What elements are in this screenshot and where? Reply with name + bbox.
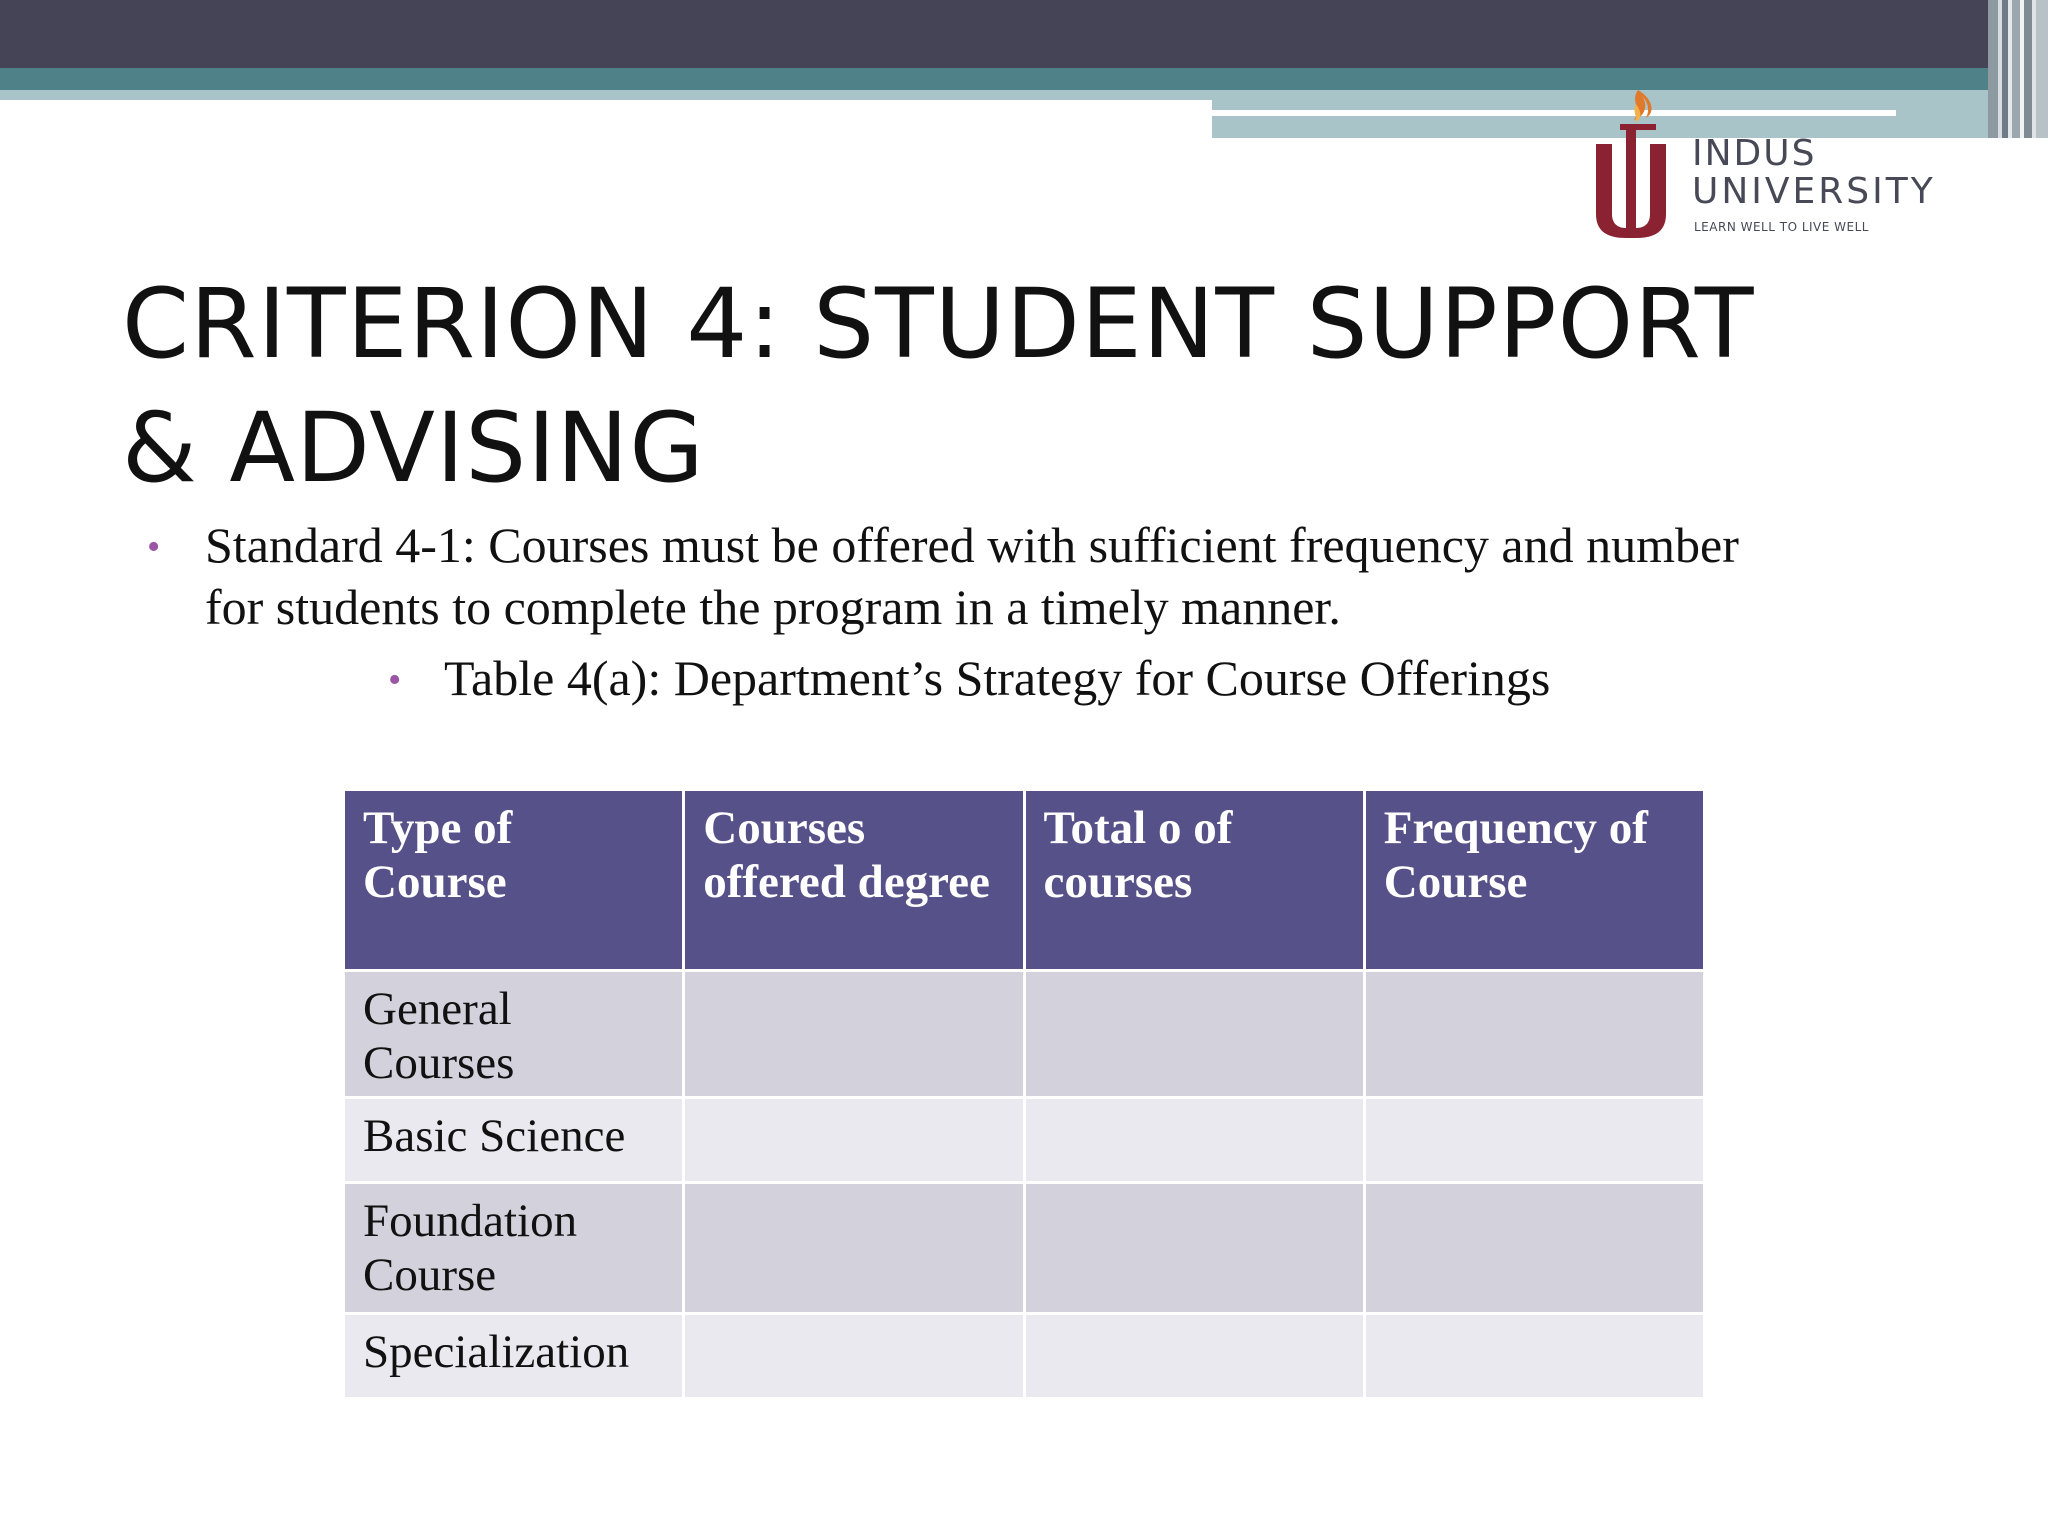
- university-crest-icon: [1590, 86, 1680, 238]
- table-cell: [1364, 971, 1704, 1098]
- table-cell: [1024, 1314, 1364, 1399]
- course-offerings-table: [342, 788, 1706, 1400]
- column-header: Courses offered degree: [684, 790, 1024, 971]
- table-cell: General Courses: [344, 971, 684, 1098]
- university-logo: [1590, 86, 2010, 246]
- table-row: [344, 971, 1705, 1098]
- table-cell: Foundation Course: [344, 1183, 684, 1314]
- bullet-dot-icon: •: [388, 659, 402, 701]
- table-cell: [684, 971, 1024, 1098]
- table-cell: Basic Science: [344, 1098, 684, 1183]
- table-row: [344, 1183, 1705, 1314]
- header-band-light: [0, 90, 1212, 100]
- bullet-dot-icon: •: [147, 526, 161, 568]
- table-cell: [684, 1183, 1024, 1314]
- table-cell: [1024, 971, 1364, 1098]
- table-row: [344, 1098, 1705, 1183]
- table-cell: [1364, 1183, 1704, 1314]
- table-cell: [684, 1098, 1024, 1183]
- column-header: Frequency of Course: [1364, 790, 1704, 971]
- table-cell: Specialization: [344, 1314, 684, 1399]
- bullet-text: Table 4(a): Department’s Strategy for Course Offerings: [444, 650, 1551, 706]
- column-header: Total o of courses: [1024, 790, 1364, 971]
- bullet-table-caption: [388, 647, 1844, 709]
- table-cell: [1024, 1098, 1364, 1183]
- table-cell: [684, 1314, 1024, 1399]
- table-cell: [1024, 1183, 1364, 1314]
- logo-text-indus: INDUS: [1692, 133, 1817, 174]
- logo-text-university: UNIVERSITY: [1692, 171, 1936, 212]
- table-row: [344, 1314, 1705, 1399]
- bullet-text: Standard 4-1: Courses must be offered with sufficient frequency and number for students to complete the program in a timely manner.: [205, 517, 1739, 635]
- table-cell: [1364, 1098, 1704, 1183]
- bullet-standard: [147, 514, 1805, 638]
- header-band-dark: [0, 0, 2048, 68]
- column-header: Type of Course: [344, 790, 684, 971]
- table-cell: [1364, 1314, 1704, 1399]
- slide-title: CRITERION 4: STUDENT SUPPORT & ADVISING: [122, 268, 1755, 504]
- logo-tagline: LEARN WELL TO LIVE WELL: [1694, 220, 1869, 234]
- table-header-row: [344, 790, 1705, 971]
